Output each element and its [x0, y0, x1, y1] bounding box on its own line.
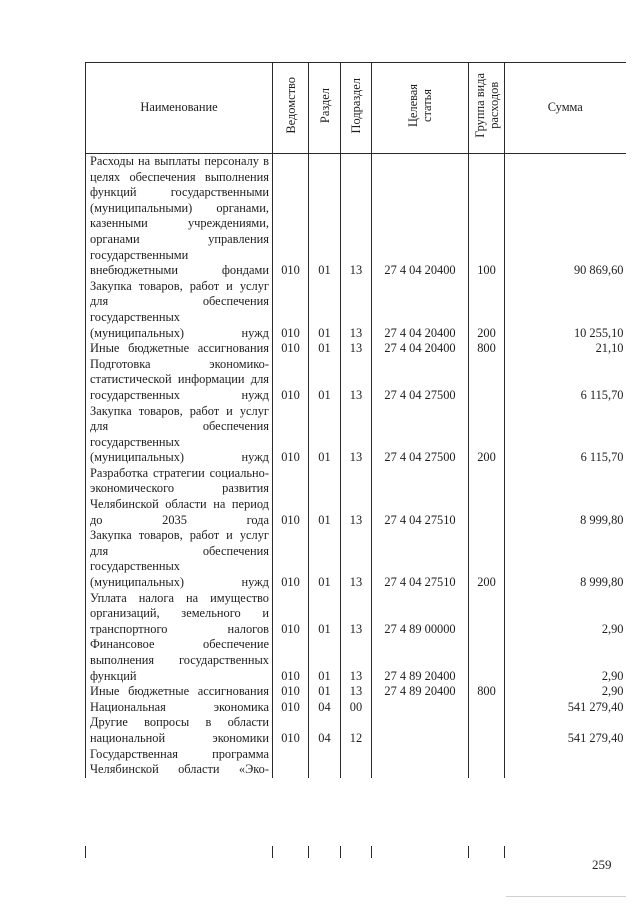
row-section: 01 — [309, 591, 341, 638]
row-name: Уплата налога на имущество организаций, земельного и транспортного налогов — [86, 591, 273, 638]
row-subsection: 13 — [341, 341, 372, 357]
row-section: 01 — [309, 528, 341, 590]
row-target-article: 27 4 04 27500 — [372, 404, 469, 466]
table-row — [86, 684, 626, 700]
table-continuation — [85, 846, 625, 858]
row-target-article — [372, 747, 469, 778]
row-target-article: 27 4 04 20400 — [372, 154, 469, 279]
header-name: Наименование — [86, 63, 273, 154]
row-sum: 8 999,80 — [505, 466, 626, 528]
row-expense-group: 800 — [469, 684, 505, 700]
row-expense-group: 200 — [469, 279, 505, 341]
header-sum: Сумма — [505, 63, 626, 154]
row-department: 010 — [273, 528, 309, 590]
row-name: Закупка товаров, работ и услуг для обеспечения государственных (муниципальных) нужд — [86, 279, 273, 341]
row-department: 010 — [273, 466, 309, 528]
row-subsection: 13 — [341, 528, 372, 590]
row-target-article: 27 4 04 27500 — [372, 357, 469, 404]
row-target-article: 27 4 89 00000 — [372, 591, 469, 638]
row-section — [309, 747, 341, 778]
row-department: 010 — [273, 404, 309, 466]
row-expense-group: 200 — [469, 528, 505, 590]
row-sum: 541 279,40 — [505, 715, 626, 746]
row-expense-group — [469, 637, 505, 684]
row-name: Иные бюджетные ассигнования — [86, 684, 273, 700]
row-department — [273, 747, 309, 778]
row-target-article: 27 4 04 20400 — [372, 341, 469, 357]
row-expense-group — [469, 700, 505, 716]
row-name: Финансовое обеспечение выполнения государственных функций — [86, 637, 273, 684]
table-row — [86, 279, 626, 341]
row-name: Разработка стратегии социально-экономического развития Челябинской области на период до 2035 года — [86, 466, 273, 528]
table-row — [86, 341, 626, 357]
row-section: 04 — [309, 715, 341, 746]
header-expense-group: Группа вида расходов — [469, 63, 505, 154]
row-section: 01 — [309, 637, 341, 684]
row-expense-group: 200 — [469, 404, 505, 466]
budget-table — [85, 62, 626, 778]
row-sum: 2,90 — [505, 591, 626, 638]
row-section: 01 — [309, 341, 341, 357]
row-target-article: 27 4 04 27510 — [372, 466, 469, 528]
table-row — [86, 528, 626, 590]
row-sum: 541 279,40 — [505, 700, 626, 716]
row-section: 01 — [309, 357, 341, 404]
table-row — [86, 466, 626, 528]
row-subsection: 13 — [341, 684, 372, 700]
row-section: 01 — [309, 154, 341, 279]
row-expense-group: 100 — [469, 154, 505, 279]
row-department: 010 — [273, 637, 309, 684]
row-sum: 10 255,10 — [505, 279, 626, 341]
row-department: 010 — [273, 700, 309, 716]
row-sum: 21,10 — [505, 341, 626, 357]
row-subsection: 13 — [341, 591, 372, 638]
row-section: 04 — [309, 700, 341, 716]
row-name: Закупка товаров, работ и услуг для обеспечения государственных (муниципальных) нужд — [86, 528, 273, 590]
row-department: 010 — [273, 279, 309, 341]
row-sum: 2,90 — [505, 637, 626, 684]
row-name: Закупка товаров, работ и услуг для обеспечения государственных (муниципальных) нужд — [86, 404, 273, 466]
row-expense-group — [469, 591, 505, 638]
row-subsection: 12 — [341, 715, 372, 746]
row-sum: 2,90 — [505, 684, 626, 700]
row-section: 01 — [309, 466, 341, 528]
header-department: Ведомство — [273, 63, 309, 154]
row-sum: 6 115,70 — [505, 357, 626, 404]
table-row — [86, 357, 626, 404]
row-subsection: 13 — [341, 466, 372, 528]
row-name: Подготовка экономико-статистической информации для государственных нужд — [86, 357, 273, 404]
row-name: Расходы на выплаты персоналу в целях обеспечения выполнения функций государственными (муниципальными) органами, казенными учреждениями, органами управления государственными внебюджетными фондами — [86, 154, 273, 279]
scan-artifact-line — [506, 896, 626, 897]
header-section: Раздел — [309, 63, 341, 154]
row-sum: 90 869,60 — [505, 154, 626, 279]
row-name: Иные бюджетные ассигнования — [86, 341, 273, 357]
header-target-article: Целевая статья — [372, 63, 469, 154]
row-target-article: 27 4 89 20400 — [372, 684, 469, 700]
row-target-article — [372, 715, 469, 746]
table-header-row — [86, 63, 626, 154]
table-row — [86, 154, 626, 279]
table-body — [86, 154, 626, 778]
row-department: 010 — [273, 341, 309, 357]
row-name: Другие вопросы в области национальной экономики — [86, 715, 273, 746]
row-target-article: 27 4 89 20400 — [372, 637, 469, 684]
page-number: 259 — [592, 857, 612, 872]
row-subsection — [341, 747, 372, 778]
row-sum: 6 115,70 — [505, 404, 626, 466]
row-target-article: 27 4 04 27510 — [372, 528, 469, 590]
row-expense-group — [469, 357, 505, 404]
table-row — [86, 700, 626, 716]
row-name: Национальная экономика — [86, 700, 273, 716]
row-target-article: 27 4 04 20400 — [372, 279, 469, 341]
row-subsection: 13 — [341, 357, 372, 404]
row-department: 010 — [273, 357, 309, 404]
table-row — [86, 715, 626, 746]
row-expense-group — [469, 715, 505, 746]
row-expense-group: 800 — [469, 341, 505, 357]
header-subsection: Подраздел — [341, 63, 372, 154]
row-section: 01 — [309, 404, 341, 466]
table-row — [86, 591, 626, 638]
table-row — [86, 637, 626, 684]
table-row — [86, 404, 626, 466]
row-subsection: 13 — [341, 637, 372, 684]
row-target-article — [372, 700, 469, 716]
row-subsection: 13 — [341, 154, 372, 279]
row-subsection: 13 — [341, 404, 372, 466]
table-row — [86, 747, 626, 778]
row-section: 01 — [309, 279, 341, 341]
row-subsection: 13 — [341, 279, 372, 341]
row-department: 010 — [273, 715, 309, 746]
row-expense-group — [469, 747, 505, 778]
row-sum — [505, 747, 626, 778]
row-subsection: 00 — [341, 700, 372, 716]
row-section: 01 — [309, 684, 341, 700]
row-department: 010 — [273, 684, 309, 700]
row-sum: 8 999,80 — [505, 528, 626, 590]
row-name: Государственная программа Челябинской области «Эко- — [86, 747, 273, 778]
row-expense-group — [469, 466, 505, 528]
row-department: 010 — [273, 591, 309, 638]
row-department: 010 — [273, 154, 309, 279]
